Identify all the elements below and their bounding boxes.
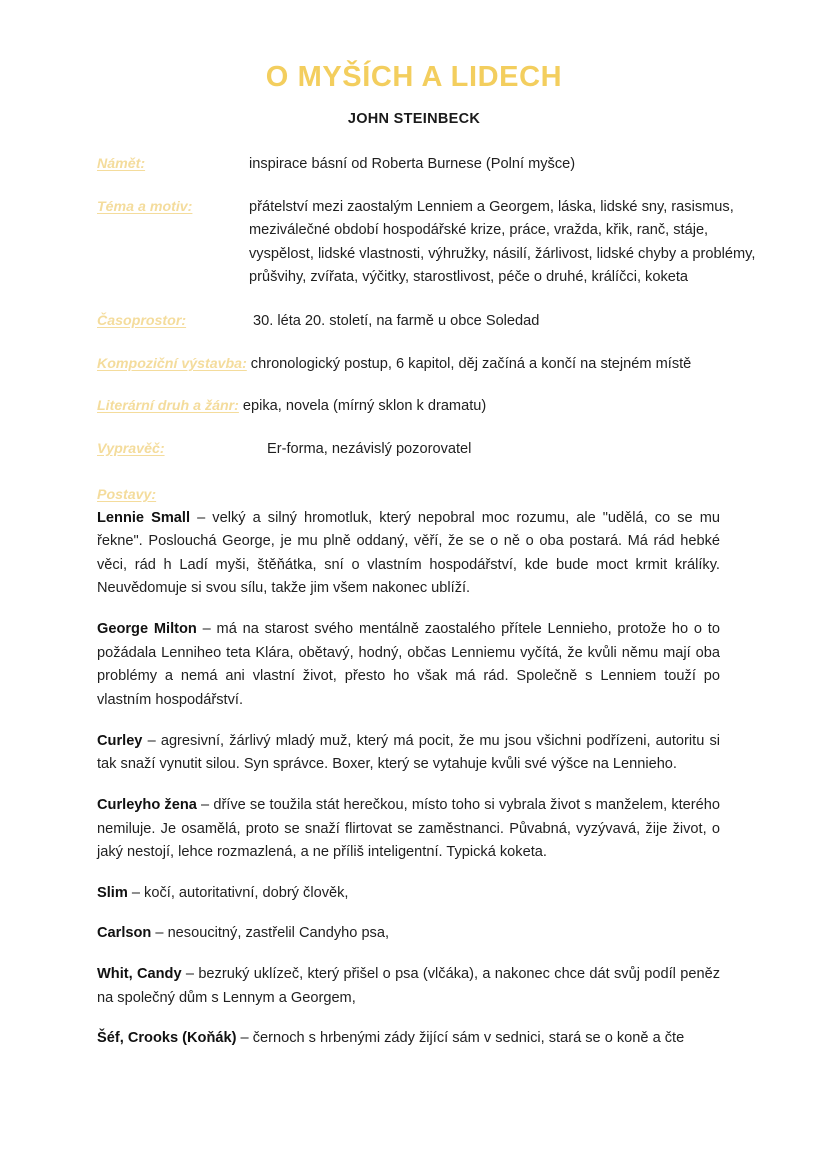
character-description: – kočí, autoritativní, dobrý člověk, (127, 884, 349, 901)
meta-value-tema-a-motiv: přátelství mezi zaostalým Lenniem a Georgem, láska, lidské sny, rasismus, meziválečné období hospodářské krize, práce, vražda, křik, ranč, stáje, vyspělost, lidské vlastnosti, výhružky, násilí, žárlivost, lidské chyby a problémy, průšvihy, zvířata, výčitky, starostlivost, péče o druhé, králíčci, koketa (249, 198, 756, 286)
character-name: Curley (97, 732, 143, 749)
meta-row-vypravec (97, 438, 768, 461)
document-author: JOHN STEINBECK (347, 110, 481, 127)
meta-value-vypravec: Er-forma, nezávislý pozorovatel (267, 440, 472, 457)
character-entry-lennie-small (97, 507, 720, 602)
meta-row-namet (97, 153, 768, 176)
character-entry-carlson (97, 922, 720, 946)
character-entry-whit-candy (97, 963, 720, 1010)
meta-label-literarni-druh-a-zanr: Literární druh a žánr: (97, 398, 239, 415)
meta-label-casoprostor: Časoprostor: (97, 313, 187, 330)
meta-value-namet: inspirace básní od Roberta Burnese (Polní myšce) (249, 155, 576, 172)
meta-label-tema-a-motiv: Téma a motiv: (97, 198, 193, 215)
characters-list (97, 507, 768, 1052)
character-description: – černoch s hrbenými zády žijící sám v sednici, stará se o koně a čte (236, 1030, 685, 1047)
character-description: – bezruký uklízeč, který přišel o psa (vlčáka), a nakonec chce dát svůj podíl peněz na společný dům s Lennym a Georgem, (97, 966, 720, 1006)
character-description: – nesoucitný, zastřelil Candyho psa, (151, 925, 390, 942)
character-entry-sef-crooks (97, 1027, 720, 1051)
title-block (0, 0, 828, 127)
meta-row-literarni-druh-a-zanr (97, 395, 768, 418)
meta-value-literarni-druh-a-zanr: epika, novela (mírný sklon k dramatu) (242, 398, 487, 415)
character-name: Šéf, Crooks (Koňák) (97, 1030, 237, 1047)
character-description: – velký a silný hromotluk, který nepobral moc rozumu, ale "udělá, co se mu řekne". Poslouchá George, je mu plně oddaný, věří, že se o ně o oba postará. Má rád hebké věci, rád h Ladí myši, štěňátka, sní o vlastním hospodářství, kde bude moct krmit králíky. Neuvědomuje si svou sílu, takže jim všem nakonec ublíží. (97, 509, 720, 597)
character-entry-slim (97, 882, 720, 906)
character-description: – dříve se toužila stát herečkou, místo toho si vybrala život s manželem, kterého nemiluje. Je osamělá, proto se snaží flirtovat se zaměstnanci. Půvabná, vyzývavá, žije život, o jaký nestojí, lehce rozmazlená, a ne příliš inteligentní. Typická koketa. (97, 796, 721, 861)
meta-row-tema-a-motiv (97, 196, 768, 291)
character-name: Carlson (97, 925, 152, 942)
character-name: Whit, Candy (97, 966, 182, 983)
character-description: – agresivní, žárlivý mladý muž, který má pocit, že mu jsou všichni podřízeni, autoritu si tak snaží vynutit silou. Syn správce. Boxer, který se vytahuje kvůli své výšce na Lennieho. (97, 732, 720, 773)
character-name: Slim (97, 884, 128, 901)
section-heading-postavy: Postavy: (97, 486, 157, 503)
character-name: Lennie Small (97, 509, 191, 526)
meta-label-namet: Námět: (97, 155, 146, 172)
character-description: – má na starost svého mentálně zaostalého přítele Lennieho, protože ho o to požádala Lenniheo teta Klára, obětavý, hodný, občas Lenniemu vyčítá, že kvůli němu mají oba problémy a nemá ani vlastní život, přesto ho však má rád. Společně s Lenniem touží po vlastním hospodářství. (97, 621, 720, 708)
meta-value-kompozicni-vystavba: chronologický postup, 6 kapitol, děj začíná a končí na stejném místě (250, 355, 692, 372)
meta-row-kompozicni-vystavba (97, 353, 768, 376)
meta-label-kompozicni-vystavba: Kompoziční výstavba: (97, 355, 247, 372)
character-entry-curley (97, 730, 720, 777)
meta-value-casoprostor: 30. léta 20. století, na farmě u obce Soledad (253, 313, 540, 330)
document-body (0, 153, 828, 1051)
character-entry-george-milton (97, 618, 720, 713)
meta-row-casoprostor (97, 310, 768, 333)
character-entry-curleyho-zena (97, 794, 720, 865)
document-title: O MYŠÍCH A LIDECH (265, 61, 563, 93)
meta-label-vypravec: Vypravěč: (97, 440, 165, 457)
character-name: George Milton (97, 621, 197, 638)
character-name: Curleyho žena (97, 796, 197, 813)
